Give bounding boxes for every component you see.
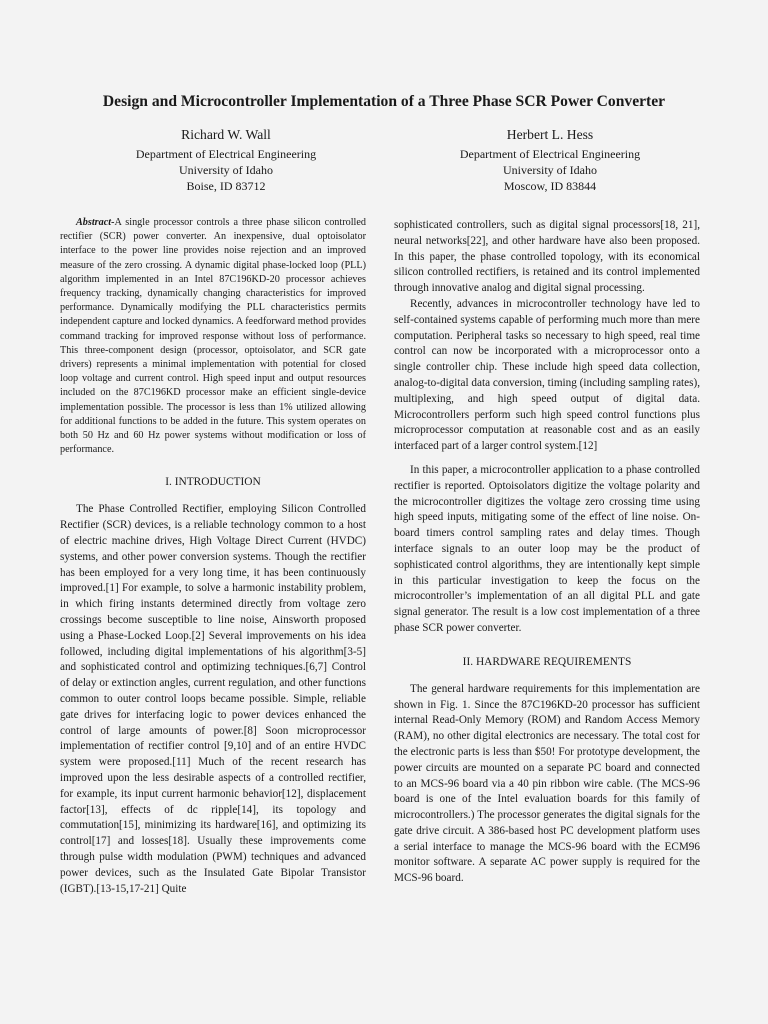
right-column xyxy=(394,218,700,887)
intro-paragraph-1: The Phase Controlled Rectifier, employing Silicon Controlled Rectifier (SCR) devices, is a reliable technology common to a host of electric machine drives, High Voltage Direct Current (HVDC) systems, and other power conversion systems. Though the rectifier has been employed for a very long time, it has been continuously improved.[1] For example, to solve a harmonic instability problem, in which firing instants determined directly from voltage zero crossings become susceptible to line noise, Ainsworth proposed using a Phase-Locked Loop.[2] Several improvements on his idea followed, including digital implementations of his algorithm[3-5] and sophisticated control and optimizing techniques.[6,7] Control of delay or extinction angles, current regulation, and other functions common to outer control loops became possible. Simple, reliable gate drives for interfacing logic to power devices enhanced the control of large amounts of power.[8] Soon microprocessor implementation of rectifier control [9,10] and of an entire HVDC system were proposed.[11] Much of the recent research has improved upon the less desirable aspects of a controlled rectifier, for example, its input current harmonic behavior[12], displacement factor[13], effects of dc ripple[14], its topology and commutation[15], minimizing its hardware[16], and optimizing its control[17] and losses[18]. Usually these improvements come through pulse width modulation (PWM) techniques and advanced power devices, such as the Insulated Gate Bipolar Transistor (IGBT).[13-15,17-21] Quite xyxy=(60,503,366,895)
author-university: University of Idaho xyxy=(503,163,597,177)
intro-paragraph-2: Recently, advances in microcontroller technology have led to self-contained systems capable of performing much more than mere computation. Peripheral tasks so necessary to high speed, real time control can now be incorporated with a microprocessor onto a single controller chip. These include high speed data collection, analog-to-digital data conversion, timing (including sampling rates), multiplexing, and high speed output of digital data. Microcontrollers perform such high speed control functions plus microprocessor computation at reasonable cost and as an easily interfaced part of a larger control system.[12] xyxy=(394,297,700,453)
author-department: Department of Electrical Engineering xyxy=(459,147,641,161)
abstract-label: Abstract- xyxy=(76,217,115,228)
author-name: Herbert L. Hess xyxy=(506,127,594,142)
abstract-text: A single processor controls a three phase silicon controlled rectifier (SCR) power converter. An inexpensive, dual optoisolator interface to the power line provides noise rejection and an improved measure of the zero crossing. A dynamic digital phase-locked loop (PLL) algorithm implemented in an Intel 87C196KD-20 processor achieves frequency tracking, dynamically changing characteristics for improved performance. Dynamically modifying the PLL characteristics permits independent capture and locked dynamics. A feedforward method provides command tracking for improved response without loss of performance. This three-component design (processor, optoisolator, and SCR gate drivers) represents a minimal implementation with potential for closed loop voltage and current control. High speed input and output resources included on the 87C196KD processor make an efficient single-device implementation possible. The processor is less than 1% utilized allowing for additional functions to be added in the future. This system operates on both 50 Hz and 60 Hz power systems without modification or loss of performance. xyxy=(60,217,366,456)
author-name: Richard W. Wall xyxy=(181,127,271,142)
paper-title: Design and Microcontroller Implementation of a Three Phase SCR Power Converter xyxy=(102,93,666,110)
section-heading-hardware: II. HARDWARE REQUIREMENTS xyxy=(462,655,632,668)
author-block-2 xyxy=(420,125,680,194)
author-location: Boise, ID 83712 xyxy=(186,179,266,193)
author-location: Moscow, ID 83844 xyxy=(503,179,597,193)
section-heading-introduction: I. INTRODUCTION xyxy=(165,476,261,489)
paragraph-gap xyxy=(394,455,700,463)
intro-paragraph-3: In this paper, a microcontroller application to a phase controlled rectifier is reported. Optoisolators digitize the voltage polarity and the microcontroller digitizes the voltage zero crossing time using high speed inputs, mitigating some of the effect of line noise. On-board timers control sampling rates and delay times. Though interface signals to an outer loop may be the product of sophisticated control algorithms, they are intentionally kept simple in this particular investigation to keep the focus on the microcontroller’s implementation of an all digital PLL and gate signal generator. The result is a low cost implementation of a three phase SCR power converter. xyxy=(394,463,700,634)
abstract xyxy=(60,216,366,457)
left-column xyxy=(60,216,366,897)
author-department: Department of Electrical Engineering xyxy=(135,147,317,161)
author-university: University of Idaho xyxy=(179,163,273,177)
author-block-1 xyxy=(96,125,356,194)
hardware-paragraph-1: The general hardware requirements for this implementation are shown in Fig. 1. Since the 87C196KD-20 processor has sufficient internal Read-Only Memory (ROM) and Random Access Memory (RAM), no other digital electronics are necessary. The total cost for the electronic parts is less than $50! For prototype development, the power circuits are mounted on a separate PC board and connected to an MCS-96 board via a 40 pin ribbon wire cable. (The MCS-96 board is one of the Intel evaluation boards for this family of microcontrollers.) The processor generates the digital signals for the gate drive circuit. A 386-based host PC development platform uses a serial interface to manage the MCS-96 board with the ECM96 monitor software. A separate AC power supply is required for the MCS-96 board. xyxy=(394,682,700,885)
intro-paragraph-1-continued: sophisticated controllers, such as digital signal processors[18, 21], neural networks[22], and other hardware have also been proposed. In this paper, the phase controlled topology, with its economical silicon controlled rectifiers, is retained and its control implemented through innovative analog and digital signal processing. xyxy=(394,219,700,295)
